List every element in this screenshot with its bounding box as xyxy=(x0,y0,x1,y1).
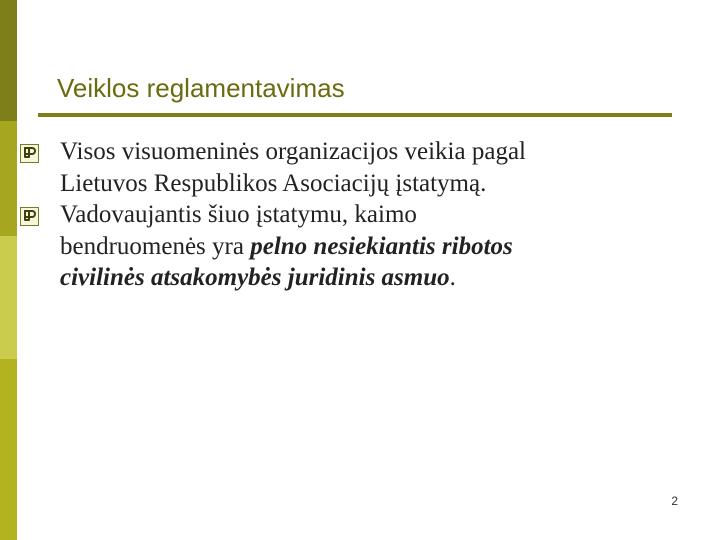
bullet-line: Visos visuomeninės organizacijos veikia pagal xyxy=(60,138,526,165)
p-box-bullet-icon xyxy=(20,207,39,226)
bullet-text-emphasis: civilinės atsakomybės juridinis asmuo xyxy=(60,264,450,291)
sidebar-segment xyxy=(0,0,17,121)
bullet-line: Vadovaujantis šiuo įstatymu, kaimo xyxy=(60,201,417,228)
page-number: 2 xyxy=(671,494,678,508)
sidebar-segment xyxy=(0,359,17,540)
bullet-line xyxy=(60,231,680,263)
bullet-line xyxy=(60,262,680,294)
bullet-item xyxy=(20,136,680,199)
slide-title: Veiklos reglamentavimas xyxy=(57,73,345,103)
bullet-text-plain: bendruomenės yra xyxy=(60,232,251,260)
sidebar-decoration xyxy=(0,0,17,540)
bullet-item xyxy=(20,199,680,294)
bullet-text-emphasis: pelno nesiekiantis ribotos xyxy=(250,232,513,260)
bullet-line: Lietuvos Respublikos Asociacijų įstatymą. xyxy=(60,169,487,197)
bullet-list xyxy=(20,136,680,294)
bullet-text-plain: . xyxy=(449,264,456,291)
sidebar-segment xyxy=(0,236,17,359)
sidebar-segment xyxy=(0,121,17,236)
p-box-bullet-icon xyxy=(20,144,39,163)
title-underline xyxy=(38,113,672,117)
